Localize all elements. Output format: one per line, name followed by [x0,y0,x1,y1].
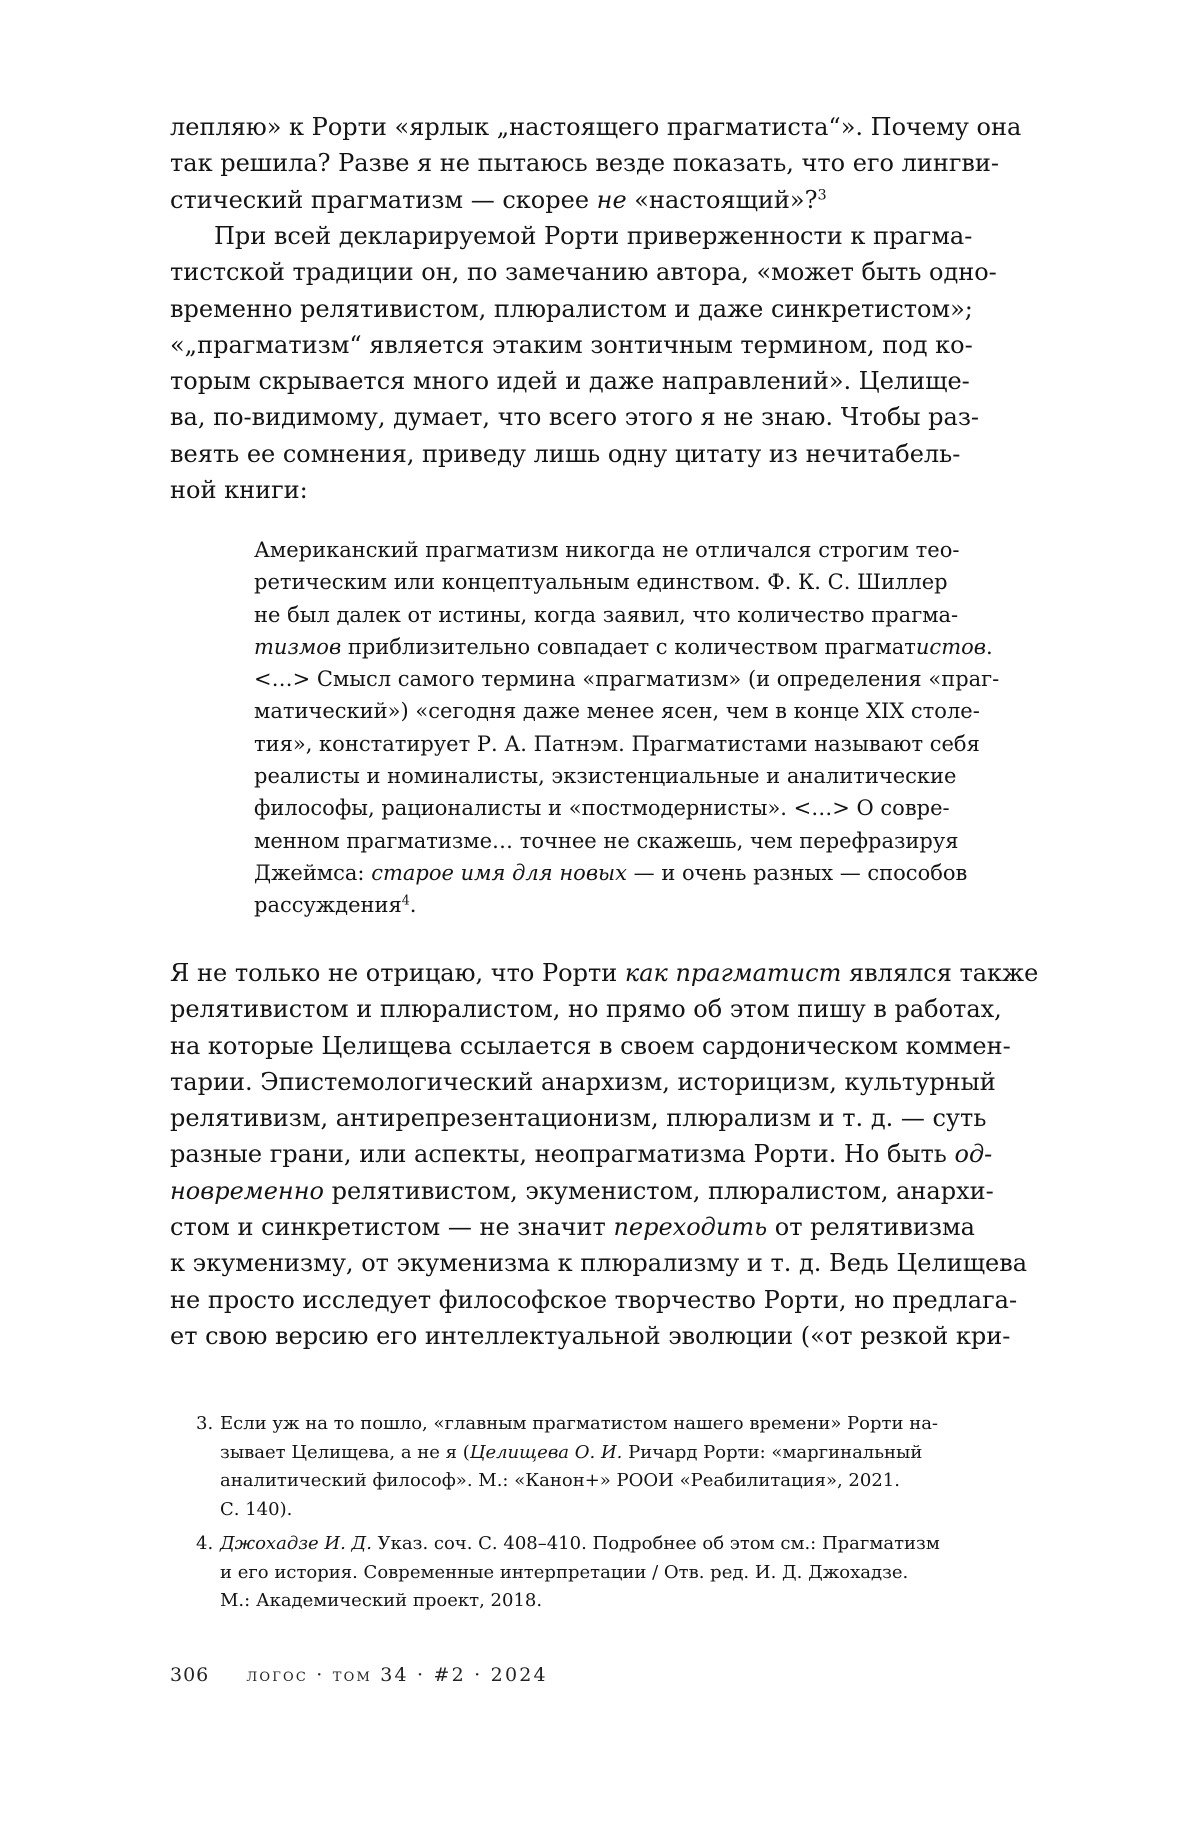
text-line: разные грани, или аспекты, неопрагматизма Рорти. Но быть од- [170,1140,993,1169]
text-line: тизмов приблизительно совпадает с количеством прагматистов. [254,634,993,659]
running-footer [170,1664,548,1686]
page-number: 306 [170,1664,210,1686]
text-line: Джохадзе И. Д. Указ. соч. С. 408–410. Подробнее об этом см.: Прагматизм [220,1533,940,1554]
text-line: на которые Целищева ссылается в своем сардоническом коммен- [170,1031,1011,1060]
text-line: ва, по-видимому, думает, что всего этого я не знаю. Чтобы раз- [170,403,980,432]
text-line: веять ее сомнения, приведу лишь одну цитату из нечитабель- [170,439,961,468]
text-line: рассуждения$^4$. [254,892,417,918]
journal-title: логос · том 34 · #2 · 2024 [246,1664,548,1686]
text-line: релятивистом и плюралистом, но прямо об этом пишу в работах, [170,995,1002,1024]
text-line: к экуменизму, от экуменизма к плюрализму и т. д. Ведь Целищева [170,1249,1028,1278]
text-line: стом и синкретистом — не значит переходить от релятивизма [170,1213,975,1242]
text-line: При всей декларируемой Рорти приверженности к прагма- [214,222,973,250]
text-line: новременно релятивистом, экуменистом, плюралистом, анархи- [170,1176,994,1205]
footnote-4 [196,1530,1030,1616]
footnote-number: 3. [196,1413,214,1434]
text-line: и его история. Современные интерпретации / Отв. ред. И. Д. Джохадзе. [220,1561,909,1583]
text-line: «„прагматизм“ является этаким зонтичным термином, под ко- [170,330,973,359]
text-line: Джеймса: старое имя для новых — и очень разных — способов [254,860,968,885]
text-line: тистской традиции он, по замечанию автора, «может быть одно- [170,258,997,287]
text-line: торым скрывается много идей и даже направлений». Целище- [170,367,970,396]
paragraph-intro-quote [170,218,1030,508]
text-line: релятивизм, антирепрезентационизм, плюрализм и т. д. — суть [170,1104,987,1133]
text-line: не был далек от истины, когда заявил, что количество прагма- [254,602,959,627]
text-line: ретическим или концептуальным единством. Ф. К. С. Шиллер [254,570,948,595]
text-line: ной книги: [170,476,308,505]
paragraph-response [170,955,1039,1354]
text-line: матический») «сегодня даже менее ясен, чем в конце XIX столе- [254,699,980,724]
text-line: Если уж на то пошло, «главным прагматистом нашего времени» Рорти на- [220,1413,939,1434]
text-line: так решила? Разве я не пытаюсь везде показать, что его лингви- [170,149,1000,178]
footnote-ref: 4 [401,892,410,908]
text-line: М.: Академический проект, 2018. [220,1590,543,1611]
text-line: <…> Смысл самого термина «прагматизм» (и определения «праг- [254,667,1000,692]
text-line: менном прагматизме… точнее не скажешь, чем перефразируя [254,828,959,853]
footnote-text [220,1530,1030,1616]
text-line: аналитический философ». М.: «Канон+» РООИ «Реабилитация», 2021. [220,1470,900,1491]
text-line: лепляю» к Рорти «ярлык „настоящего прагматиста“». Почему она [170,113,1022,141]
text-line: не просто исследует философское творчество Рорти, но предлага- [170,1285,1018,1314]
footnote-number: 4. [196,1533,214,1554]
paragraph-continued [170,109,1030,218]
text-line: ет свою версию его интеллектуальной эволюции («от резкой кри- [170,1321,1011,1350]
footnote-ref: 3 [817,186,827,203]
footnote-3 [196,1410,1030,1524]
text-line: реалисты и номиналисты, экзистенциальные и аналитические [254,764,957,789]
text-line: тарии. Эпистемологический анархизм, историцизм, культурный [170,1067,996,1096]
footnote-text [220,1410,1030,1524]
text-line: Я не только не отрицаю, что Рорти как прагматист являлся также [170,959,1039,987]
text-line: С. 140). [220,1498,293,1520]
footnotes [196,1410,1030,1622]
text-line: Американский прагматизм никогда не отличался строгим тео- [254,538,960,562]
block-quote [254,534,1024,922]
text-line: тия», констатирует Р. А. Патнэм. Прагматистами называют себя [254,731,980,756]
text-line: зывает Целищева, а не я (Целищева О. И. Ричард Рорти: «маргинальный [220,1441,923,1463]
text-line: временно релятивистом, плюралистом и даже синкретистом»; [170,294,973,323]
text-line: стический прагматизм — скорее не «настоящий»?$^3$ [170,185,827,214]
text-line: философы, рационалисты и «постмодернисты». <…> О совре- [254,796,950,821]
